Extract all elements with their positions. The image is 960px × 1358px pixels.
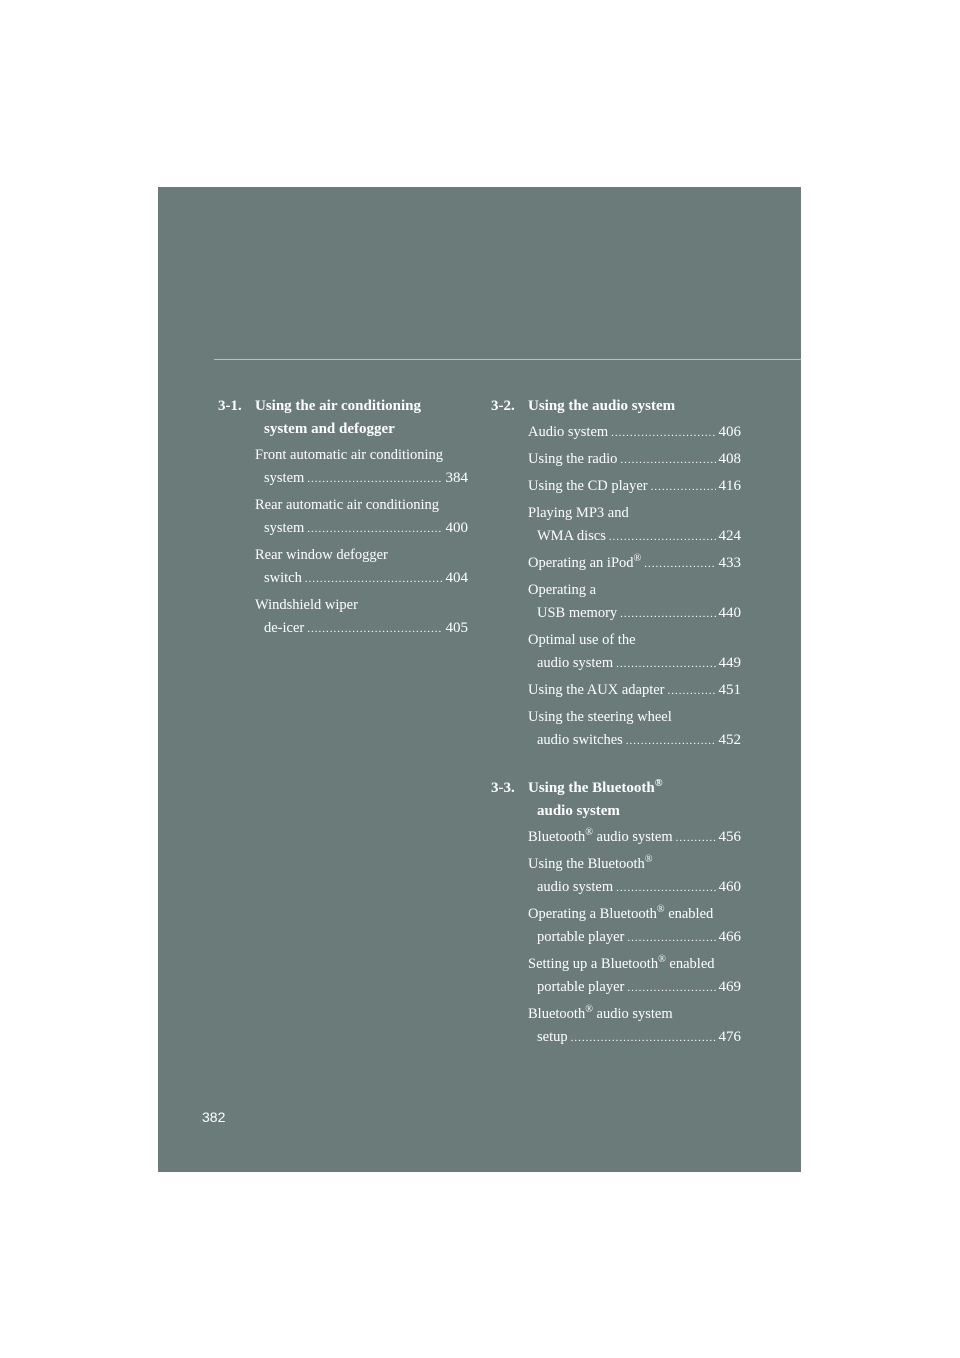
toc-entry-list — [528, 421, 741, 753]
toc-entry-line — [528, 1026, 741, 1050]
toc-entry-label: Operating a — [528, 582, 597, 598]
toc-entry-label-line2: portable player — [537, 929, 625, 945]
dot-leader — [616, 653, 715, 676]
registered-mark: ® — [654, 778, 663, 789]
toc-page-number: 476 — [718, 1029, 741, 1045]
dot-leader — [644, 553, 715, 576]
toc-page-number: 452 — [718, 732, 741, 748]
dot-leader — [651, 476, 716, 499]
toc-entry-label: Playing MP3 and — [528, 505, 629, 521]
toc-entry-label-line2: system — [264, 470, 305, 486]
toc-entry[interactable] — [255, 594, 468, 641]
page-number: 382 — [202, 1109, 226, 1125]
toc-entry-text — [528, 706, 672, 729]
toc-entry-line — [528, 629, 741, 652]
toc-entry[interactable] — [255, 444, 468, 491]
toc-entry[interactable] — [528, 853, 741, 900]
section-title-line1: Using the audio system — [528, 398, 676, 414]
toc-entry-text — [528, 475, 648, 498]
toc-entry-label-cont: audio system — [592, 1006, 673, 1022]
toc-entry-line — [528, 579, 741, 602]
toc-entry-line — [528, 926, 741, 950]
section-title-line2: audio system — [537, 803, 620, 819]
toc-page-number: 449 — [718, 655, 741, 671]
toc-page-number: 416 — [718, 478, 741, 494]
toc-entry[interactable] — [528, 826, 741, 850]
toc-page-number: 466 — [718, 929, 741, 945]
toc-entry-line — [528, 679, 741, 703]
toc-entry-label: Operating an iPod — [528, 555, 634, 571]
toc-entry[interactable] — [528, 475, 741, 499]
toc-entry[interactable] — [528, 502, 741, 549]
toc-page-number: 433 — [718, 555, 741, 571]
toc-page-number: 451 — [718, 682, 741, 698]
toc-entry[interactable] — [528, 579, 741, 626]
toc-entry-label: Windshield wiper — [255, 597, 358, 613]
toc-entry[interactable] — [528, 903, 741, 950]
toc-column-right — [491, 395, 741, 1074]
toc-page-number: 400 — [445, 520, 468, 536]
dot-leader — [611, 422, 715, 445]
toc-entry-label-line2: switch — [264, 570, 302, 586]
toc-page-number: 405 — [445, 620, 468, 636]
toc-page-number: 460 — [718, 879, 741, 895]
toc-page-number: 404 — [445, 570, 468, 586]
registered-mark: ® — [633, 553, 642, 565]
toc-page-number: 408 — [718, 451, 741, 467]
toc-entry-label: Optimal use of the — [528, 632, 636, 648]
toc-entry-line — [528, 853, 741, 876]
toc-entry-text — [528, 552, 641, 575]
dot-leader — [626, 730, 716, 753]
dot-leader — [307, 468, 442, 491]
dot-leader — [307, 618, 442, 641]
toc-entry-text — [528, 629, 636, 652]
toc-entry-line — [255, 617, 468, 641]
registered-mark: ® — [644, 854, 653, 866]
toc-page-number: 456 — [718, 829, 741, 845]
toc-column-left — [218, 395, 468, 665]
toc-entry-text — [255, 444, 443, 467]
toc-entry-text — [528, 421, 608, 444]
toc-entry-label: Using the radio — [528, 451, 618, 467]
toc-entry-line — [255, 467, 468, 491]
section-number: 3-3. — [491, 780, 515, 796]
toc-entry-label-line2: system — [264, 520, 305, 536]
registered-mark: ® — [658, 954, 666, 966]
toc-entry-text — [528, 502, 629, 525]
dot-leader — [620, 449, 715, 472]
toc-entry-line — [528, 953, 741, 976]
toc-entry-label: Using the steering wheel — [528, 709, 672, 725]
toc-entry-label: Operating a Bluetooth — [528, 906, 657, 922]
toc-entry-line — [528, 976, 741, 1000]
manual-page — [158, 187, 801, 1172]
toc-page-number: 469 — [718, 979, 741, 995]
toc-entry-label-cont: enabled — [665, 956, 715, 972]
toc-entry-label-line2: USB memory — [537, 605, 618, 621]
toc-entry[interactable] — [528, 552, 741, 576]
toc-page-number: 406 — [718, 424, 741, 440]
toc-entry-line — [528, 552, 741, 576]
dot-leader — [609, 526, 716, 549]
toc-entry-label: Bluetooth — [528, 1006, 586, 1022]
dot-leader — [616, 877, 715, 900]
toc-entry-text — [255, 494, 439, 517]
section-title — [528, 395, 741, 418]
toc-entry-text — [255, 544, 388, 567]
toc-entry-line — [255, 567, 468, 591]
toc-entry-label-line2: setup — [537, 1029, 568, 1045]
toc-entry-list — [528, 826, 741, 1050]
toc-entry-line — [255, 494, 468, 517]
toc-entry-text — [528, 679, 665, 702]
toc-entry-label: Using the AUX adapter — [528, 682, 665, 698]
toc-page-number: 384 — [445, 470, 468, 486]
section-number: 3-2. — [491, 398, 515, 414]
toc-entry-line — [528, 475, 741, 499]
section-title — [255, 395, 468, 441]
dot-leader — [627, 977, 715, 1000]
section-title-line1: Using the air conditioning — [255, 398, 422, 414]
dot-leader — [676, 827, 716, 850]
section-title — [528, 777, 741, 823]
toc-entry-line — [528, 652, 741, 676]
toc-entry-line — [528, 826, 741, 850]
toc-section — [491, 777, 741, 1050]
toc-entry-line — [255, 517, 468, 541]
toc-entry-label: Bluetooth — [528, 829, 586, 845]
dot-leader — [571, 1027, 716, 1050]
toc-entry[interactable] — [528, 953, 741, 1000]
toc-entry-line — [528, 1003, 741, 1026]
dot-leader — [627, 927, 715, 950]
toc-entry[interactable] — [528, 679, 741, 703]
toc-entry-text — [528, 826, 673, 849]
dot-leader — [307, 518, 442, 541]
toc-entry-label-line2: audio system — [537, 879, 614, 895]
toc-entry-text — [528, 579, 596, 602]
section-title-line2: system and defogger — [264, 421, 395, 437]
toc-entry[interactable] — [528, 421, 741, 445]
toc-entry[interactable] — [255, 494, 468, 541]
toc-entry-text — [255, 594, 358, 617]
toc-entry-label: Setting up a Bluetooth — [528, 956, 659, 972]
toc-entry-line — [528, 525, 741, 549]
toc-entry-line — [528, 903, 741, 926]
toc-entry-line — [255, 444, 468, 467]
toc-page-number: 424 — [718, 528, 741, 544]
registered-mark: ® — [585, 827, 593, 839]
toc-entry-text — [528, 903, 713, 926]
toc-entry[interactable] — [528, 629, 741, 676]
toc-section — [218, 395, 468, 641]
toc-entry[interactable] — [528, 448, 741, 472]
toc-entry-label-line2: de-icer — [264, 620, 305, 636]
dot-leader — [668, 680, 716, 703]
toc-entry-label: Audio system — [528, 424, 609, 440]
toc-entry-label: Using the Bluetooth — [528, 856, 645, 872]
toc-entry[interactable] — [528, 706, 741, 753]
toc-entry-list — [255, 444, 468, 641]
registered-mark: ® — [585, 1004, 593, 1016]
toc-entry-label-line2: audio switches — [537, 732, 623, 748]
toc-entry-line — [255, 544, 468, 567]
toc-entry-label-cont: audio system — [592, 829, 673, 845]
section-title-line1: Using the Bluetooth — [528, 780, 655, 796]
toc-entry[interactable] — [255, 544, 468, 591]
header-rule — [214, 359, 801, 360]
toc-entry-text — [528, 853, 653, 876]
toc-entry-line — [528, 602, 741, 626]
toc-entry-label: Front automatic air conditioning — [255, 447, 444, 463]
toc-entry-line — [528, 421, 741, 445]
toc-entry-line — [528, 448, 741, 472]
toc-entry-line — [528, 706, 741, 729]
toc-entry-label-line2: portable player — [537, 979, 625, 995]
toc-entry-line — [255, 594, 468, 617]
toc-entry-label: Using the CD player — [528, 478, 648, 494]
toc-entry-label-line2: audio system — [537, 655, 614, 671]
toc-entry-label: Rear automatic air conditioning — [255, 497, 440, 513]
toc-section — [491, 395, 741, 753]
toc-entry-label-cont: enabled — [664, 906, 714, 922]
toc-entry-text — [528, 1003, 673, 1026]
toc-entry[interactable] — [528, 1003, 741, 1050]
toc-entry-label-line2: WMA discs — [537, 528, 606, 544]
toc-entry-line — [528, 876, 741, 900]
toc-entry-label: Rear window defogger — [255, 547, 388, 563]
toc-entry-text — [528, 953, 715, 976]
toc-entry-text — [528, 448, 617, 471]
dot-leader — [305, 568, 443, 591]
toc-page-number: 440 — [718, 605, 741, 621]
toc-entry-line — [528, 502, 741, 525]
registered-mark: ® — [656, 904, 665, 916]
dot-leader — [620, 603, 715, 626]
section-number: 3-1. — [218, 398, 242, 414]
toc-entry-line — [528, 729, 741, 753]
